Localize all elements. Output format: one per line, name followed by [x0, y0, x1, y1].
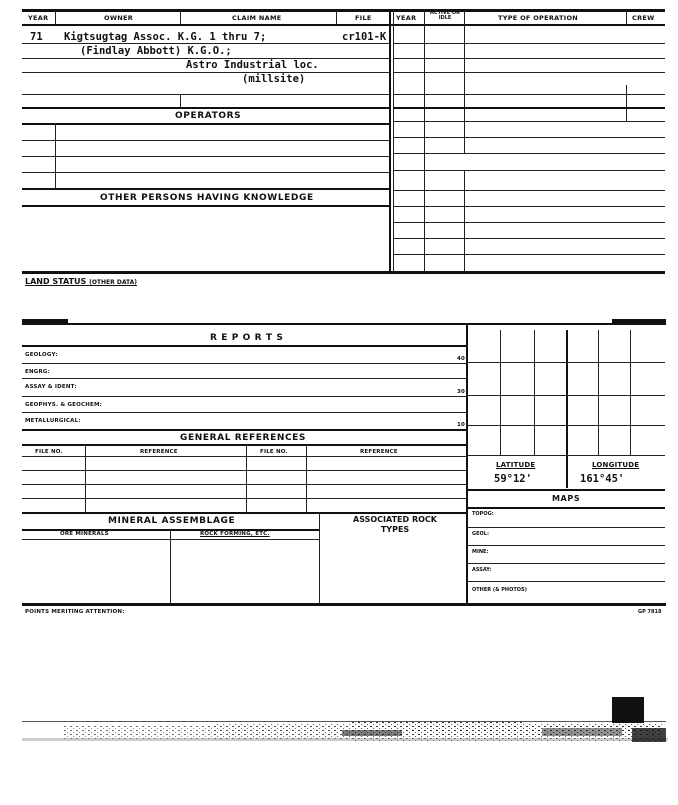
maps-assay: ASSAY:	[472, 567, 492, 573]
other-persons-heading: OTHER PERSONS HAVING KNOWLEDGE	[100, 193, 314, 203]
col-owner: OWNER	[104, 14, 134, 22]
entry-file: cr101-K	[342, 31, 387, 43]
latitude-label: LATITUDE	[496, 461, 536, 469]
longitude-value: 161°45'	[580, 473, 625, 485]
ref-file-no-2: FILE NO.	[260, 449, 288, 455]
maps-heading: MAPS	[552, 494, 581, 503]
report-geology: GEOLOGY:	[25, 352, 58, 358]
col-year: YEAR	[28, 14, 49, 22]
report-engrg: ENGRG:	[25, 369, 51, 375]
ref-reference-1: REFERENCE	[140, 449, 178, 455]
maps-mine: MINE:	[472, 549, 489, 555]
report-assay-num: 30	[457, 389, 466, 395]
report-metallurgical: METALLURGICAL:	[25, 418, 81, 424]
col-claim-name: CLAIM NAME	[232, 14, 282, 22]
col-file: FILE	[355, 14, 372, 22]
mineral-assemblage-heading: MINERAL ASSEMBLAGE	[108, 516, 236, 526]
points-meriting-attention: POINTS MERITING ATTENTION:	[25, 609, 125, 615]
associated-rock-types-heading: ASSOCIATED ROCK TYPES	[353, 515, 437, 534]
report-metallurgical-num: 10	[457, 422, 466, 428]
entry-line-4: (millsite)	[242, 73, 306, 85]
reports-heading: R E P O R T S	[210, 333, 284, 343]
col-crew: CREW	[632, 14, 655, 22]
col-type-operation: TYPE OF OPERATION	[498, 14, 579, 22]
ref-reference-2: REFERENCE	[360, 449, 398, 455]
maps-geol: GEOL:	[472, 531, 489, 537]
entry-line-1: Kigtsugtag Assoc. K.G. 1 thru 7;	[64, 31, 267, 43]
col-active-idle: ACTIVE OR IDLE	[430, 10, 460, 21]
entry-line-2: (Findlay Abbott) K.G.O.;	[80, 45, 232, 57]
scan-noise-strip	[22, 722, 668, 768]
report-assay: ASSAY & IDENT:	[25, 384, 77, 390]
entry-year: 71	[30, 31, 43, 43]
report-geology-num: 40	[457, 356, 466, 362]
entry-line-3: Astro Industrial loc.	[186, 59, 319, 71]
col-rock-forming: ROCK FORMING, ETC.	[200, 531, 270, 537]
general-references-heading: GENERAL REFERENCES	[180, 433, 306, 443]
latitude-value: 59°12'	[494, 473, 532, 485]
col-year-2: YEAR	[396, 14, 417, 22]
land-status-heading: LAND STATUS (OTHER DATA)	[25, 277, 138, 286]
maps-other: OTHER (& PHOTOS)	[472, 587, 527, 593]
form-number: GP 7818	[638, 609, 662, 615]
report-geophys: GEOPHYS. & GEOCHEM:	[25, 402, 103, 408]
operators-heading: OPERATORS	[175, 111, 242, 121]
ref-file-no-1: FILE NO.	[35, 449, 63, 455]
maps-topog: TOPOG:	[472, 511, 494, 517]
scan-registration-mark	[612, 697, 644, 723]
col-ore-minerals: ORE MINERALS	[60, 531, 109, 537]
longitude-label: LONGITUDE	[592, 461, 640, 469]
